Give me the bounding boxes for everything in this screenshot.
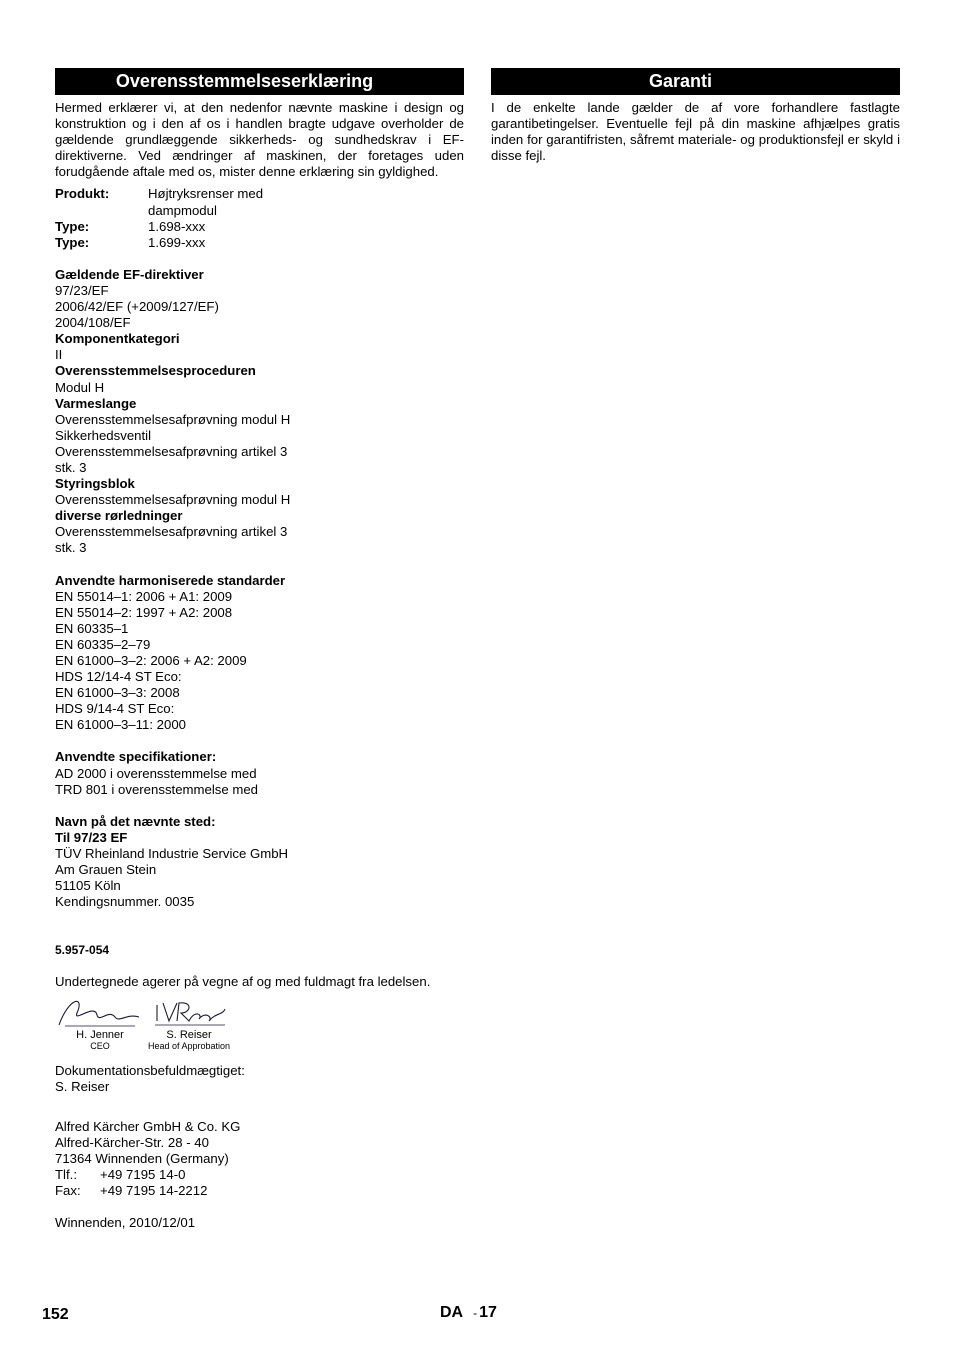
signer-title: CEO	[90, 1040, 110, 1051]
phone-value: +49 7195 14-0	[100, 1166, 186, 1182]
pipelines-line: stk. 3	[55, 540, 87, 556]
section-page-number: 17	[479, 1304, 497, 1321]
product-value: Højtryksrenser med dampmodul	[148, 186, 264, 218]
place-date: Winnenden, 2010/12/01	[55, 1215, 196, 1231]
procedure-heading: Overensstemmelsesproceduren	[55, 363, 256, 379]
type-row-2	[55, 235, 464, 251]
standard-item: EN 61000–3–2: 2006 + A2: 2009	[55, 653, 247, 668]
signer-name: S. Reiser	[166, 1028, 212, 1041]
declaration-heading: Overensstemmelseserklæring	[55, 68, 464, 95]
type-value: 1.699-xxx	[148, 234, 206, 250]
heating-coil-line: Overensstemmelsesafprøvning modul H	[55, 411, 291, 427]
document-number: 5.957-054	[55, 943, 110, 958]
warranty-heading: Garanti	[491, 68, 900, 95]
standard-item: EN 60335–1	[55, 620, 129, 636]
component-category-heading: Komponentkategori	[55, 331, 180, 347]
ef-directive: 97/23/EF	[55, 282, 109, 298]
standard-item: HDS 12/14-4 ST Eco:	[55, 669, 182, 685]
type-label: Type:	[55, 218, 90, 234]
heating-coil-line: Overensstemmelsesafprøvning artikel 3	[55, 443, 288, 459]
company-address-line: Alfred-Kärcher-Str. 28 - 40	[55, 1134, 209, 1150]
declaration-intro: Hermed erklærer vi, at den nedenfor nævnte maskine i design og konstruktion og i den af os i handlen bragte udgave overholder de gældende grundlæggende sikkerheds- og sundhedskrav i EF-direktiverne. Ved ændringer af maskinen, der foretages uden forudgående aftale med os, mister denne erklæring sin gyldighed.	[55, 100, 464, 180]
documentation-representative-label: Dokumentationsbefuldmægtiget:	[55, 1062, 245, 1078]
control-block-value: Overensstemmelsesafprøvning modul H	[55, 492, 291, 508]
phone-row	[55, 1167, 464, 1183]
standard-item: EN 61000–3–11: 2000	[55, 717, 187, 733]
heating-coil-line: Sikkerhedsventil	[55, 427, 152, 443]
standards-heading: Anvendte harmoniserede standarder	[55, 572, 286, 588]
fax-label: Fax:	[55, 1183, 81, 1199]
notified-body-line: Kendingsnummer. 0035	[55, 894, 195, 910]
pipelines-line: Overensstemmelsesafprøvning artikel 3	[55, 524, 288, 540]
authorization-statement: Undertegnede agerer på vegne af og med fuldmagt fra ledelsen.	[55, 974, 431, 990]
signatures	[55, 995, 464, 1055]
heating-coil-line: stk. 3	[55, 459, 87, 475]
signer-name: H. Jenner	[76, 1028, 124, 1041]
phone-label: Tlf.:	[55, 1166, 77, 1182]
type-row-1	[55, 219, 464, 235]
notified-body-line: Am Grauen Stein	[55, 862, 157, 878]
language-code: DA	[440, 1304, 464, 1321]
component-category-value: II	[55, 347, 63, 363]
specification-item: TRD 801 i overensstemmelse med	[55, 781, 259, 797]
notified-body-heading: Navn på det nævnte sted:	[55, 813, 216, 829]
footer-dash: -	[473, 1306, 478, 1320]
ef-directive: 2004/108/EF	[55, 315, 131, 331]
ef-directive: 2006/42/EF (+2009/127/EF)	[55, 299, 219, 315]
documentation-representative-name: S. Reiser	[55, 1078, 110, 1094]
product-row	[55, 186, 464, 218]
warranty-text: I de enkelte lande gælder de af vore forhandlere fastlagte garantibetingelser. Eventuelle fejl på din maskine afhjælpes gratis inden for garantifristen, såfremt materiale- og produktionsfejl er skyld i disse fejl.	[491, 100, 900, 164]
ef-directives-heading: Gældende EF-direktiver	[55, 266, 204, 282]
specification-item: AD 2000 i overensstemmelse med	[55, 765, 257, 781]
type-label: Type:	[55, 234, 90, 250]
product-label: Produkt:	[55, 186, 110, 202]
signature-jenner-drawing	[55, 995, 145, 1029]
warranty-column	[491, 68, 900, 170]
pipelines-heading: diverse rørledninger	[55, 508, 183, 524]
standard-item: EN 55014–1: 2006 + A1: 2009	[55, 588, 233, 604]
signature-reiser-drawing	[143, 995, 235, 1029]
fax-row	[55, 1183, 464, 1199]
footer-section	[440, 1305, 497, 1321]
company-address-line: Alfred Kärcher GmbH & Co. KG	[55, 1118, 241, 1134]
signature-reiser	[143, 995, 235, 1052]
standard-item: EN 60335–2–79	[55, 636, 151, 652]
company-address-line: 71364 Winnenden (Germany)	[55, 1150, 229, 1166]
fax-value: +49 7195 14-2212	[100, 1183, 208, 1199]
procedure-value: Modul H	[55, 379, 105, 395]
notified-body-line: 51105 Köln	[55, 878, 121, 894]
standard-item: EN 61000–3–3: 2008	[55, 685, 180, 701]
standard-item: EN 55014–2: 1997 + A2: 2008	[55, 604, 233, 620]
heating-coil-heading: Varmeslange	[55, 395, 137, 411]
signature-jenner	[55, 995, 145, 1052]
standard-item: HDS 9/14-4 ST Eco:	[55, 701, 175, 717]
page-number: 152	[42, 1306, 69, 1323]
declaration-column	[55, 68, 464, 1231]
signer-title: Head of Approbation	[147, 1040, 231, 1051]
control-block-heading: Styringsblok	[55, 476, 135, 492]
type-value: 1.698-xxx	[148, 218, 206, 234]
specifications-heading: Anvendte specifikationer:	[55, 749, 217, 765]
notified-body-subheading: Til 97/23 EF	[55, 829, 128, 845]
notified-body-line: TÜV Rheinland Industrie Service GmbH	[55, 845, 289, 861]
